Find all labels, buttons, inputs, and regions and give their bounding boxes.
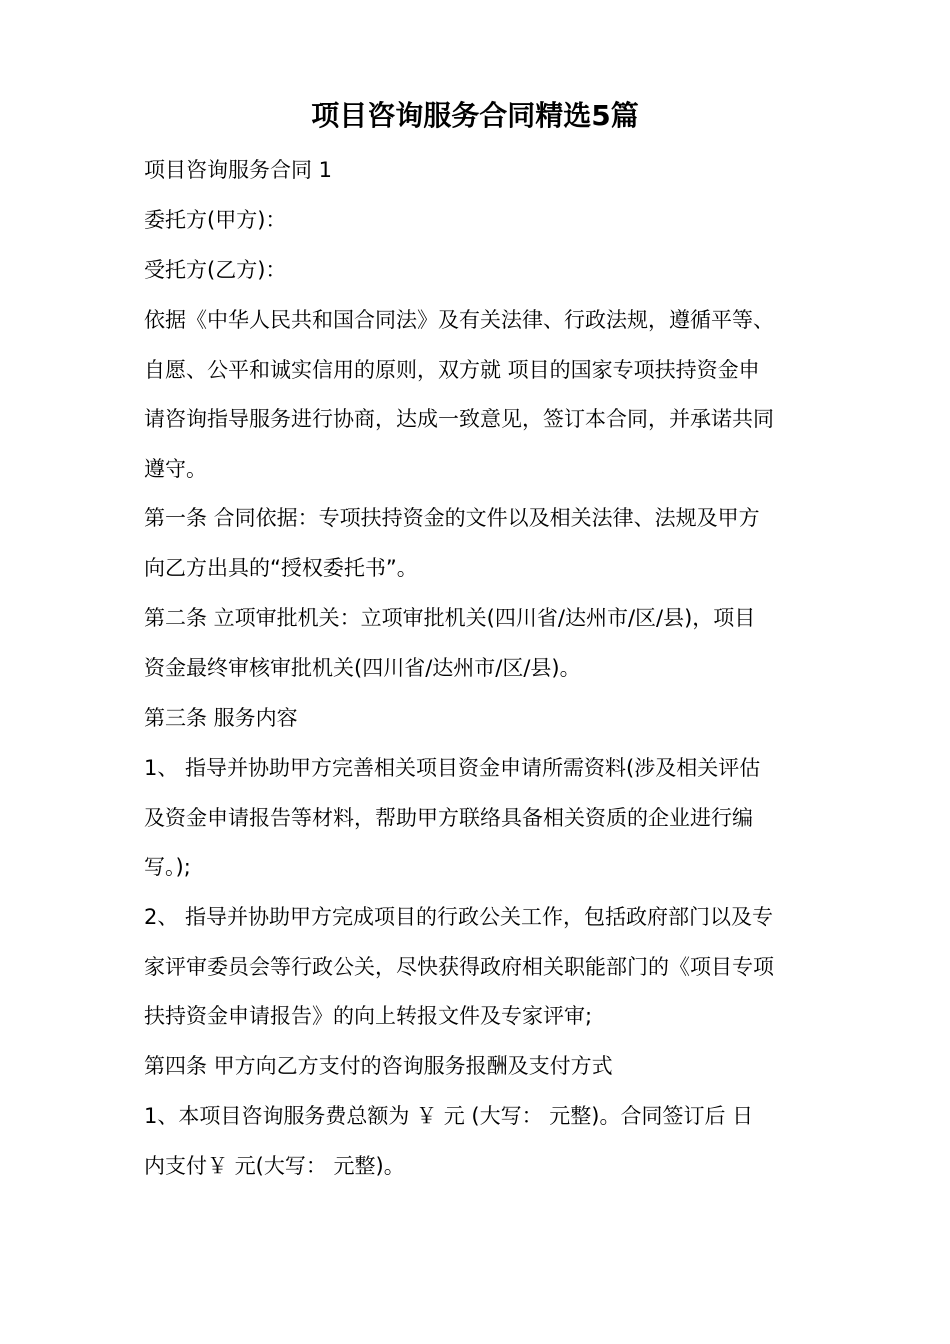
text-line: 内支付￥ 元(大写： 元整)。 (144, 1153, 405, 1178)
paragraph-service-item-2 (144, 893, 824, 1042)
text-line: 项目咨询服务合同 1 (144, 158, 333, 182)
text-line: 第一条 合同依据：专项扶持资金的文件以及相关法律、法规及甲方 (144, 506, 760, 530)
paragraph-preamble (144, 296, 824, 494)
paragraph-payment-item-1 (144, 1092, 824, 1191)
paragraph-party-b (144, 246, 824, 296)
paragraph-article-2 (144, 594, 824, 693)
text-line: 自愿、公平和诚实信用的原则，双方就 项目的国家专项扶持资金申 (144, 357, 760, 382)
text-line: 扶持资金申请报告》的向上转报文件及专家评审; (144, 1004, 593, 1028)
paragraph-contract-heading (144, 146, 824, 196)
text-line: 委托方(甲方)： (144, 208, 287, 232)
paragraph-service-item-1 (144, 744, 824, 893)
paragraph-party-a (144, 196, 824, 246)
text-line: 家评审委员会等行政公关，尽快获得政府相关职能部门的《项目专项 (144, 954, 774, 979)
text-line: 1、 指导并协助甲方完善相关项目资金申请所需资料(涉及相关评估 (144, 756, 761, 780)
text-line: 受托方(乙方)： (144, 258, 287, 282)
text-line: 请咨询指导服务进行协商，达成一致意见，签订本合同，并承诺共同 (144, 407, 774, 431)
text-line: 遵守。 (144, 456, 207, 481)
paragraph-article-3 (144, 694, 824, 744)
text-line: 第四条 甲方向乙方支付的咨询服务报酬及支付方式 (144, 1054, 613, 1078)
text-line: 1、本项目咨询服务费总额为 ￥ 元 (大写： 元整)。合同签订后 日 (144, 1104, 754, 1128)
text-line: 及资金申请报告等材料，帮助甲方联络具备相关资质的企业进行编 (144, 805, 753, 830)
text-line: 依据《中华人民共和国合同法》及有关法律、行政法规，遵循平等、 (144, 308, 774, 332)
text-line: 第三条 服务内容 (144, 706, 298, 730)
document-title: 项目咨询服务合同精选5篇 (311, 99, 639, 132)
text-line: 向乙方出具的“授权委托书”。 (144, 555, 418, 580)
paragraph-article-1 (144, 494, 824, 593)
text-line: 写。); (144, 855, 191, 879)
text-line: 资金最终审核审批机关(四川省/达州市/区/县)。 (144, 655, 581, 680)
paragraph-article-4 (144, 1042, 824, 1092)
text-line: 第二条 立项审批机关：立项审批机关(四川省/达州市/区/县)，项目 (144, 606, 756, 630)
text-line: 2、 指导并协助甲方完成项目的行政公关工作，包括政府部门以及专 (144, 905, 774, 929)
